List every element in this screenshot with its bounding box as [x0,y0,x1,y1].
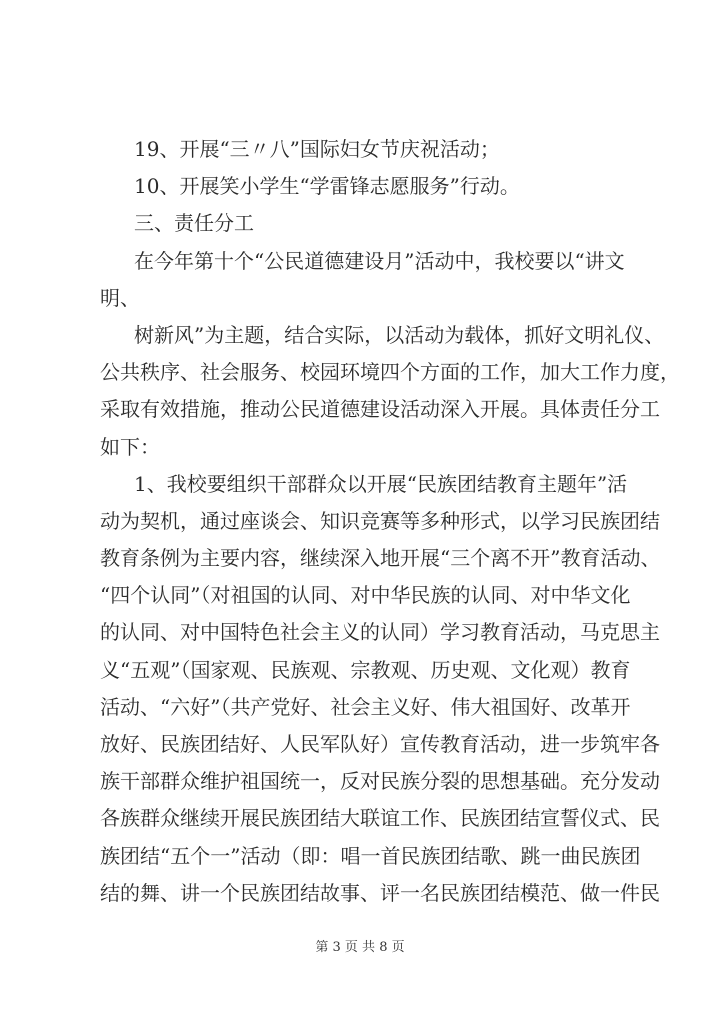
text-line: 10、开展笑小学生“学雷锋志愿服务”行动。 [134,174,520,199]
text-line: 族干部群众维护祖国统一，反对民族分裂的思想基础。充分发动 [100,769,660,794]
text-line: 公共秩序、社会服务、校园环境四个方面的工作，加大工作力度， [100,360,680,385]
text-line: 在今年第十个“公民道德建设月”活动中，我校要以“讲文 [134,248,625,273]
page-number-footer: 第 3 页 共 8 页 [315,940,405,955]
text-line: 放好、民族团结好、人民军队好）宣传教育活动，进一步筑牢各 [100,732,660,756]
text-line: 树新风”为主题，结合实际，以活动为载体，抓好文明礼仪、 [134,322,665,347]
document-body [100,131,680,912]
text-line: 族团结“五个一”活动（即：唱一首民族团结歌、跳一曲民族团 [100,843,641,868]
text-line: 如下： [100,434,160,459]
text-line: 动为契机，通过座谈会、知识竞赛等多种形式，以学习民族团结 [100,508,660,533]
text-line: 19、开展“三〃八”国际妇女节庆祝活动； [134,137,500,161]
text-line: “四个认同”（对祖国的认同、对中华民族的认同、对中华文化 [100,583,631,608]
text-line: 三、责任分工 [134,211,254,236]
text-line: 各族群众继续开展民族团结大联谊工作、民族团结宣誓仪式、民 [100,806,660,831]
text-line: 教育条例为主要内容，继续深入地开展“三个离不开”教育活动、 [100,546,661,571]
text-line: 活动、“六好”（共产党好、社会主义好、伟大祖国好、改革开 [100,694,631,719]
text-line: 的认同、对中国特色社会主义的认同）学习教育活动，马克思主 [100,620,660,645]
text-line: 明、 [100,285,140,310]
text-line: 采取有效措施，推动公民道德建设活动深入开展。具体责任分工 [100,397,660,422]
text-line: 1、我校要组织干部群众以开展“民族团结教育主题年”活 [134,471,628,496]
text-line: 结的舞、讲一个民族团结故事、评一名民族团结模范、做一件民 [100,880,660,905]
text-line: 义“五观”（国家观、民族观、宗教观、历史观、文化观）教育 [100,657,631,682]
